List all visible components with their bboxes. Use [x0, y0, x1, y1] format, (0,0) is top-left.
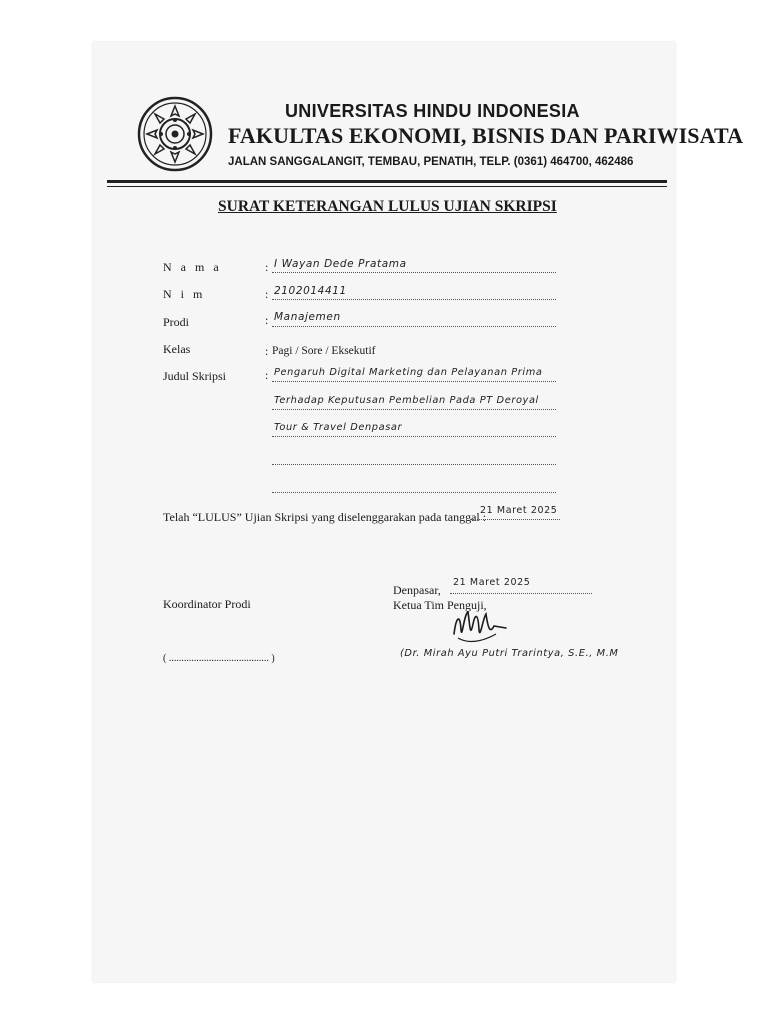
ketua-role: Ketua Tim Penguji, — [393, 598, 487, 612]
faculty-name: FAKULTAS EKONOMI, BISNIS DAN PARIWISATA — [228, 123, 744, 148]
lulus-statement: Telah “LULUS” Ujian Skripsi yang diselenggarakan pada tanggal : — [163, 510, 487, 524]
university-name: UNIVERSITAS HINDU INDONESIA — [285, 101, 580, 121]
judul-colon: : — [265, 368, 269, 382]
document-title: SURAT KETERANGAN LULUS UJIAN SKRIPSI — [218, 198, 557, 215]
judul-dotline-3 — [272, 436, 556, 437]
nama-value: I Wayan Dede Pratama — [274, 258, 407, 270]
place-prefix: Denpasar, — [393, 583, 441, 597]
judul-dotline-1 — [272, 381, 556, 382]
judul-dotline-5 — [272, 492, 556, 493]
faculty-address: JALAN SANGGALANGIT, TEMBAU, PENATIH, TELP. (0361) 464700, 462486 — [228, 156, 634, 168]
judul-line-2: Terhadap Keputusan Pembelian Pada PT Deroyal — [274, 395, 539, 406]
place-date-line — [450, 593, 592, 594]
kelas-label: Kelas — [163, 342, 191, 356]
judul-line-3: Tour & Travel Denpasar — [274, 422, 403, 433]
judul-label: Judul Skripsi — [163, 369, 227, 383]
judul-line-1: Pengaruh Digital Marketing dan Pelayanan Prima — [274, 367, 543, 378]
ketua-name: (Dr. Mirah Ayu Putri Trarintya, S.E., M.M — [400, 648, 619, 659]
lulus-date: 21 Maret 2025 — [480, 505, 558, 516]
kelas-colon: : — [265, 344, 269, 358]
nim-label: N i m — [163, 287, 206, 301]
koordinator-blank: ( ........................................ ) — [163, 653, 275, 664]
nim-colon: : — [265, 287, 269, 301]
university-logo-icon — [137, 96, 213, 172]
place-date: 21 Maret 2025 — [453, 577, 531, 588]
judul-dotline-4 — [272, 464, 556, 465]
prodi-label: Prodi — [163, 315, 190, 329]
prodi-colon: : — [265, 313, 269, 327]
koordinator-label: Koordinator Prodi — [163, 597, 251, 611]
nama-colon: : — [265, 260, 269, 274]
handwritten-signature-icon — [448, 604, 508, 650]
kelas-options: Pagi / Sore / Eksekutif — [272, 345, 376, 357]
prodi-value: Manajemen — [274, 311, 341, 323]
nama-label: N a m a — [163, 260, 222, 274]
nim-value: 2102014411 — [274, 285, 347, 297]
judul-dotline-2 — [272, 409, 556, 410]
nama-line — [272, 272, 556, 273]
lulus-date-line — [470, 519, 560, 520]
header-divider-thin — [107, 186, 667, 187]
header-divider-thick — [107, 180, 667, 183]
prodi-line — [272, 326, 556, 327]
nim-line — [272, 299, 556, 300]
